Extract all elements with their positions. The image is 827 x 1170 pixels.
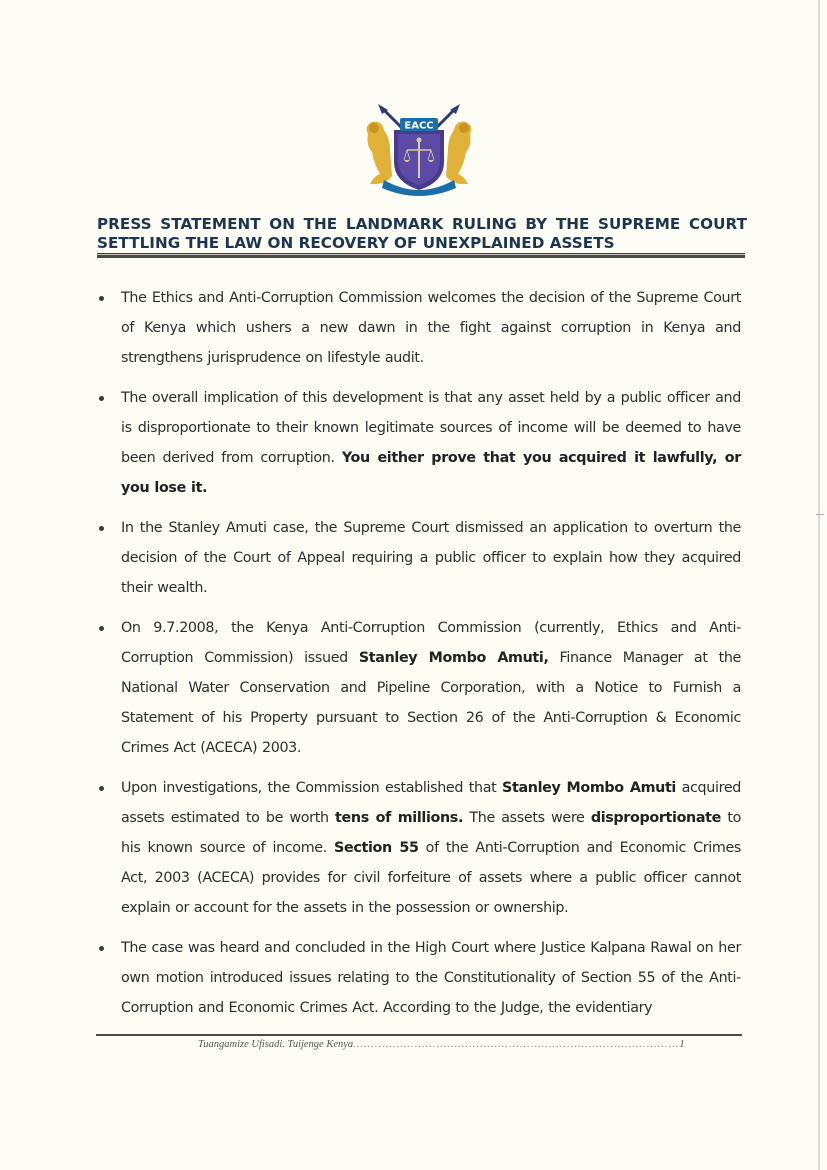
bullet-text: On 9.7.2008, the Kenya Anti-Corruption Commission (currently, Ethics and Anti-Corruption Commission) issued bbox=[121, 620, 741, 666]
title-line-1: PRESS STATEMENT ON THE LANDMARK RULING BY THE SUPREME COURT bbox=[97, 215, 747, 233]
bullet-icon bbox=[99, 946, 104, 951]
bullet-text: of the Anti-Corruption and Economic Crimes Act, 2003 (ACECA) provides for civil forfeiture of assets where a public officer cannot explain or account for the assets in the possession or ownership. bbox=[121, 840, 742, 916]
footer-rule bbox=[96, 1034, 742, 1036]
bullet-text: The Ethics and Anti-Corruption Commission welcomes the decision of the Supreme Court of Kenya which ushers a new dawn in the fight against corruption in Kenya and strengthens jurisprudence on lifestyle audit. bbox=[121, 290, 741, 366]
bullet-icon bbox=[99, 396, 104, 401]
bullet-text: The case was heard and concluded in the High Court where Justice Kalpana Rawal on her own motion introduced issues relating to the Constitutionality of Section 55 of the Anti-Corruption and Economic Crimes Act. According to the Judge, the evidentiary bbox=[121, 940, 741, 1016]
footer-leader-dots: .......................................................................................... bbox=[353, 1039, 680, 1050]
svg-text:EACC: EACC bbox=[404, 120, 434, 132]
eacc-logo bbox=[360, 104, 478, 196]
bullet-bold-text: Stanley Mombo Amuti bbox=[502, 780, 676, 796]
bullet-list bbox=[97, 283, 741, 1023]
title-line-2: SETTLING THE LAW ON RECOVERY OF UNEXPLAINED ASSETS bbox=[97, 234, 615, 252]
bullet-bold-text: You either prove that you acquired it lawfully, or you lose it. bbox=[121, 450, 741, 496]
bullet-icon bbox=[99, 526, 104, 531]
footer-slogan: Tuangamize Ufisadi. Tuijenge Kenya bbox=[198, 1039, 354, 1050]
bullet-text: The assets were bbox=[463, 810, 591, 826]
bullet-text: The overall implication of this development is that any asset held by a public officer and is disproportionate to their known legitimate sources of income will be deemed to have been derived from corruption. bbox=[121, 390, 741, 466]
bullet-icon bbox=[99, 296, 104, 301]
bullet-icon bbox=[99, 786, 104, 791]
bullet-bold-text: Section 55 bbox=[334, 840, 419, 856]
bullet-item-2 bbox=[97, 383, 741, 503]
page-number: 1 bbox=[679, 1039, 685, 1050]
bullet-text: to his known source of income. bbox=[121, 810, 741, 856]
bullet-text: In the Stanley Amuti case, the Supreme Court dismissed an application to overturn the decision of the Court of Appeal requiring a public officer to explain how they acquired their wealth. bbox=[121, 520, 741, 596]
bullet-text: Upon investigations, the Commission established that bbox=[121, 780, 503, 796]
bullet-bold-text: disproportionate bbox=[590, 810, 721, 826]
eacc-crest-icon bbox=[360, 104, 478, 196]
bullet-item-4 bbox=[97, 613, 741, 763]
bullet-item-5 bbox=[97, 773, 741, 923]
title-underline-rule bbox=[97, 253, 745, 258]
bullet-bold-text: Stanley Mombo Amuti, bbox=[358, 650, 549, 666]
bullet-text: Finance Manager at the National Water Conservation and Pipeline Corporation, with a Notice to Furnish a Statement of his Property pursuant to Section 26 of the Anti-Corruption & Economic Crimes Act (ACECA) 2003. bbox=[121, 650, 741, 756]
bullet-text: acquired assets estimated to be worth bbox=[121, 780, 741, 826]
scan-edge-artifact bbox=[818, 0, 820, 1170]
bullet-item-6 bbox=[97, 933, 741, 1023]
scan-tick-artifact bbox=[816, 514, 824, 515]
page-footer bbox=[198, 1039, 685, 1050]
bullet-item-3 bbox=[97, 513, 741, 603]
bullet-item-1 bbox=[97, 283, 741, 373]
bullet-bold-text: tens of millions. bbox=[335, 810, 464, 826]
press-statement-title bbox=[97, 215, 747, 253]
statement-body bbox=[97, 283, 741, 1033]
bullet-icon bbox=[99, 626, 104, 631]
